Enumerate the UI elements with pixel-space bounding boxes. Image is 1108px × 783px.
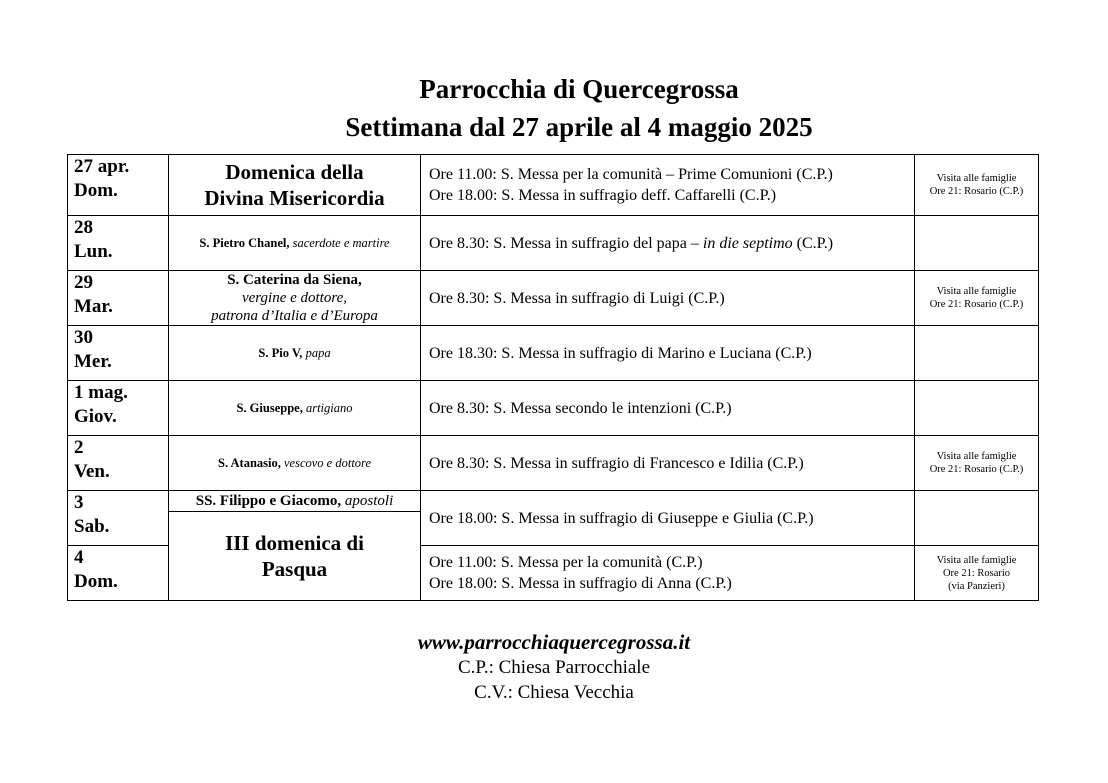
notes-cell (915, 381, 1039, 436)
feast-line: Domenica della (225, 160, 364, 184)
saint-name: SS. Filippo e Giacomo, (195, 493, 342, 509)
note-line: Ore 21: Rosario (C.P.) (929, 464, 1024, 475)
note-line: Visita alle famiglie (936, 451, 1017, 462)
mass-suffix: (C.P.) (792, 234, 834, 252)
mass-line: Ore 11.00: S. Messa per la comunità (C.P.) (429, 554, 703, 571)
mass-text: Ore 8.30: S. Messa in suffragio di Luigi (C.P.) (429, 289, 725, 307)
notes-cell (915, 436, 1039, 491)
date-label: 2 (74, 437, 84, 458)
note-line: Ore 21: Rosario (942, 567, 1011, 579)
date-label: 27 apr. (74, 156, 130, 177)
table-row (68, 271, 1039, 326)
feast-cell (169, 512, 421, 601)
date-label: 3 (74, 492, 84, 513)
weekday-label: Mar. (74, 296, 113, 317)
mass-italic: in die septimo (702, 234, 793, 252)
mass-line: Ore 18.00: S. Messa in suffragio deff. Caffarelli (C.P.) (429, 187, 777, 204)
date-label: 1 mag. (74, 382, 128, 403)
weekday-label: Ven. (74, 461, 110, 482)
mass-text: Ore 8.30: S. Messa secondo le intenzioni (C.P.) (429, 399, 732, 417)
date-label: 29 (74, 272, 93, 293)
note-line: Ore 21: Rosario (C.P.) (929, 299, 1024, 310)
note-line: Visita alle famiglie (936, 286, 1017, 297)
date-label: 28 (74, 217, 93, 238)
table-row (68, 216, 1039, 271)
legend-cp: C.P.: Chiesa Parrocchiale (457, 657, 651, 678)
saint-name: S. Pietro Chanel, (199, 235, 290, 250)
mass-cell (421, 381, 915, 436)
feast-line: Pasqua (261, 557, 328, 581)
saint-title: patrona d’Italia e d’Europa (211, 308, 378, 324)
saint-title: vergine e dottore, (241, 290, 348, 306)
week-title: Settimana dal 27 aprile al 4 maggio 2025 (345, 112, 813, 142)
note-line: Visita alle famiglie (936, 173, 1017, 184)
feast-line: III domenica di (225, 531, 364, 555)
mass-text: Ore 8.30: S. Messa in suffragio del papa – (429, 234, 703, 252)
day-cell (68, 216, 169, 271)
note-line: (via Panzieri) (948, 580, 1005, 592)
mass-text: Ore 18.30: S. Messa in suffragio di Marino e Luciana (C.P.) (429, 344, 812, 362)
weekday-label: Lun. (74, 241, 113, 262)
mass-cell (421, 436, 915, 491)
table-row (68, 381, 1039, 436)
mass-cell (421, 546, 915, 601)
day-cell (68, 381, 169, 436)
saint-title: papa (305, 345, 331, 360)
mass-text: Ore 18.00: S. Messa in suffragio di Giuseppe e Giulia (C.P.) (429, 509, 814, 527)
saint-cell (169, 381, 421, 436)
legend-cv: C.V.: Chiesa Vecchia (474, 682, 634, 703)
notes-cell (915, 491, 1039, 546)
saint-name: S. Pio V, (258, 345, 303, 360)
mass-line: Ore 18.00: S. Messa in suffragio di Anna (C.P.) (429, 575, 732, 592)
note-line: Visita alle famiglie (936, 554, 1017, 566)
mass-cell (421, 155, 915, 216)
mass-cell (421, 326, 915, 381)
day-cell (68, 271, 169, 326)
notes-cell (915, 155, 1039, 216)
table-row (68, 326, 1039, 381)
parish-title: Parrocchia di Quercegrossa (419, 74, 739, 104)
day-cell (68, 155, 169, 216)
saint-cell (169, 216, 421, 271)
notes-cell (915, 546, 1039, 601)
saint-name: S. Caterina da Siena, (227, 272, 362, 288)
mass-line: Ore 11.00: S. Messa per la comunità – Prime Comunioni (C.P.) (429, 166, 833, 183)
table-row (68, 155, 1039, 216)
mass-cell (421, 216, 915, 271)
schedule-table (67, 154, 1039, 601)
mass-text: Ore 8.30: S. Messa in suffragio di Francesco e Idilia (C.P.) (429, 454, 804, 472)
website-link[interactable]: www.parrocchiaquercegrossa.it (417, 630, 691, 654)
day-cell (68, 491, 169, 546)
weekday-label: Sab. (74, 516, 110, 537)
weekday-label: Dom. (74, 571, 118, 592)
feast-cell (169, 155, 421, 216)
day-cell (68, 546, 169, 601)
note-line: Ore 21: Rosario (C.P.) (929, 186, 1024, 197)
day-cell (68, 436, 169, 491)
notes-cell (915, 271, 1039, 326)
date-label: 30 (74, 327, 93, 348)
notes-cell (915, 326, 1039, 381)
weekday-label: Giov. (74, 406, 117, 427)
date-label: 4 (74, 547, 84, 568)
saint-title: apostoli (344, 493, 394, 509)
weekday-label: Dom. (74, 180, 118, 201)
saint-name: S. Atanasio, (218, 455, 281, 470)
table-row (68, 436, 1039, 491)
mass-cell (421, 491, 915, 546)
table-row (68, 491, 1039, 512)
saint-cell (169, 491, 421, 512)
saint-cell (169, 326, 421, 381)
saint-title: artigiano (305, 400, 353, 415)
day-cell (68, 326, 169, 381)
weekday-label: Mer. (74, 351, 112, 372)
notes-cell (915, 216, 1039, 271)
saint-title: vescovo e dottore (284, 455, 371, 470)
saint-cell (169, 271, 421, 326)
mass-cell (421, 271, 915, 326)
saint-title: sacerdote e martire (292, 235, 390, 250)
feast-line: Divina Misericordia (204, 186, 385, 210)
saint-cell (169, 436, 421, 491)
saint-name: S. Giuseppe, (236, 400, 303, 415)
